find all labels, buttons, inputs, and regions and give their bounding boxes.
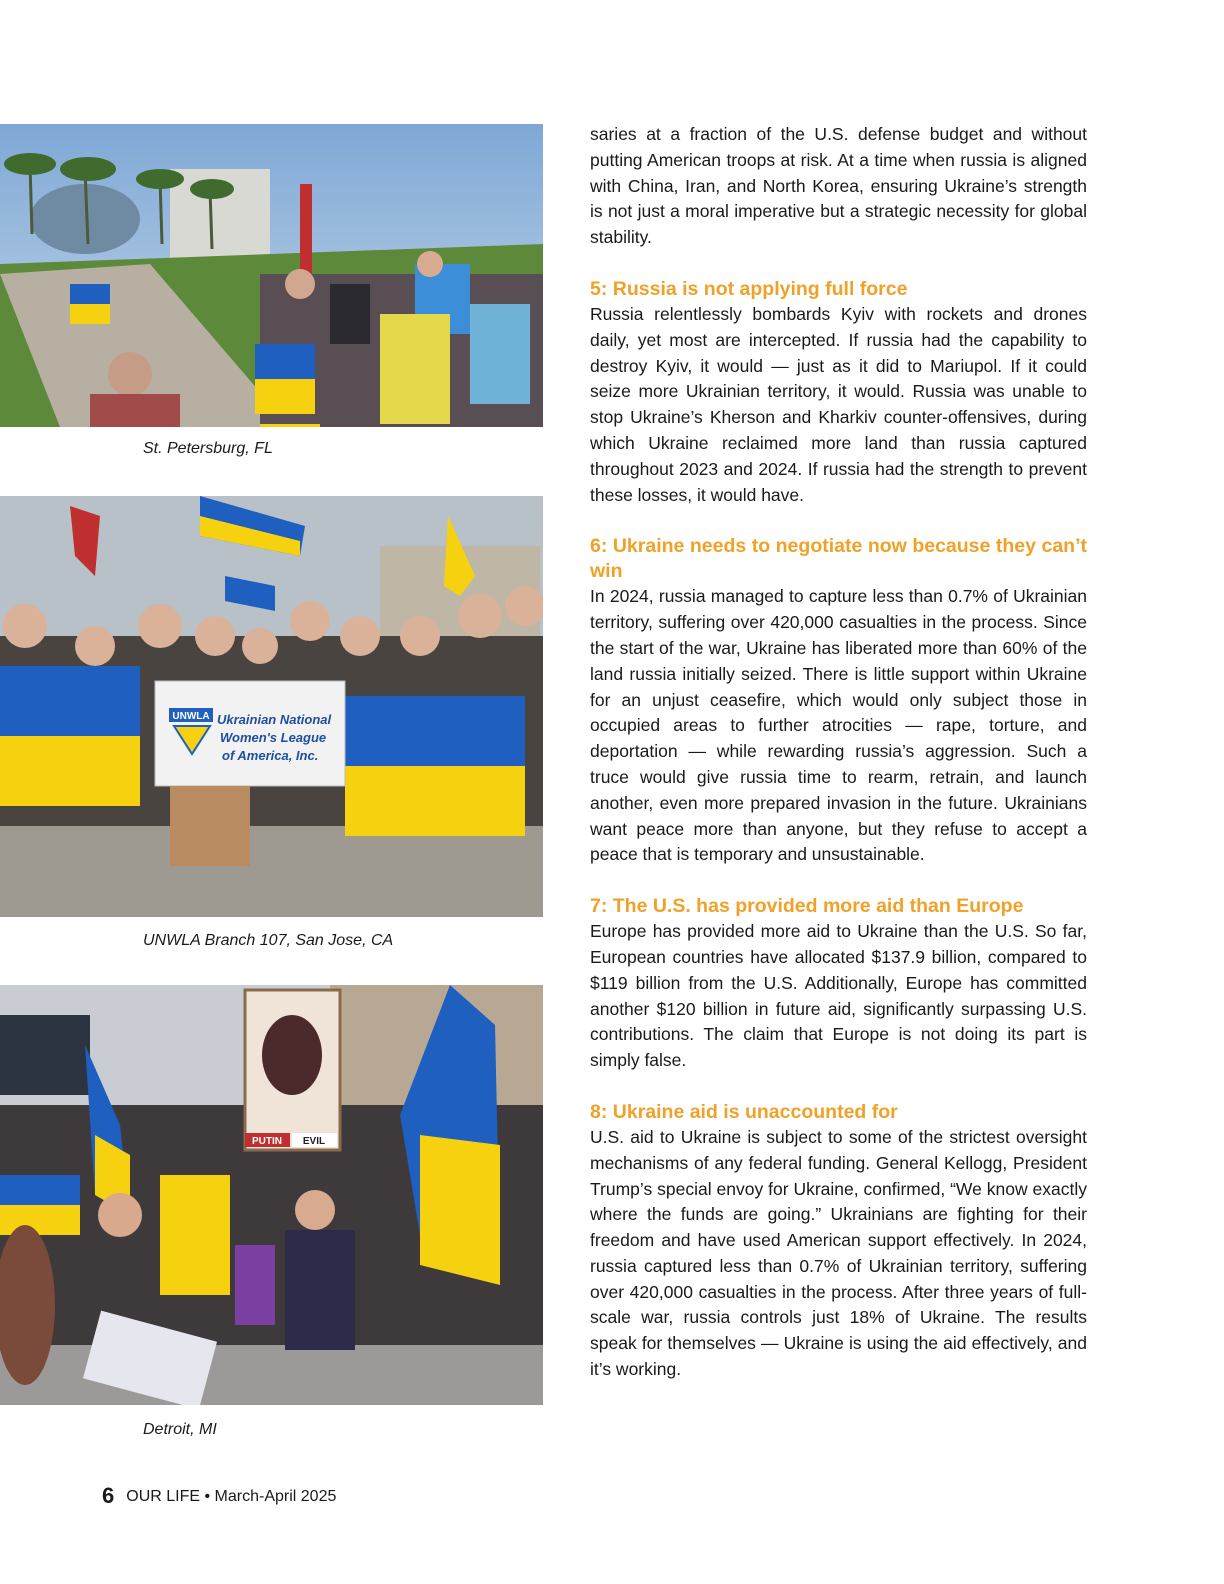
banner-line-3: of America, Inc.	[222, 748, 319, 763]
sign-right: EVIL	[302, 1136, 326, 1147]
sign-left: PUTIN	[252, 1136, 282, 1147]
page-number: 6	[102, 1483, 115, 1508]
article-column	[590, 122, 1087, 1383]
section-body: In 2024, russia managed to capture less than 0.7% of Ukrainian territory, suffering over 420,000 casualties in the process. Since the start of the war, Ukraine has liberated more than 60% of the land russia initially seized. There is little support within Ukraine for an unjust ceasefire, which would only subject those in occupied areas to further atrocities — rape, torture, and deportation — while rewarding russia’s aggression. Such a truce would give russia time to rearm, retrain, and launch another, even more prepared invasion in the future. Ukrainians want peace more than anyone, but they refuse to accept a peace that is temporary and unsustainable.	[590, 586, 1087, 865]
photo-caption: St. Petersburg, FL	[143, 440, 273, 457]
section-body: Russia relentlessly bombards Kyiv with rockets and drones daily, yet most are intercepted. If russia had the capability to destroy Kyiv, it would — just as it did to Mariupol. If it could seize more Ukrainian territory, it would. Russia was unable to stop Ukraine’s Kherson and Kharkiv counter-offensives, during which Ukraine reclaimed more land than russia captured throughout 2023 and 2024. If russia had the strength to prevent these losses, it would have.	[590, 303, 1087, 505]
photo-caption: Detroit, MI	[143, 1421, 217, 1438]
section-heading: 6: Ukraine needs to negotiate now because they can’t win	[590, 535, 1087, 583]
photo-st-petersburg	[0, 124, 543, 427]
banner-line-1: Ukrainian National	[217, 712, 332, 727]
page-footer	[102, 1483, 336, 1509]
photo-san-jose	[0, 496, 543, 917]
banner-badge: UNWLA	[172, 711, 210, 722]
section-body: Europe has provided more aid to Ukraine than the U.S. So far, European countries have allocated $137.9 billion, compared to $119 billion from the U.S. Additionally, Europe has committed another $120 billion in future aid, significantly surpassing U.S. contributions. The claim that Europe is not doing its part is simply false.	[590, 921, 1087, 1071]
section-heading: 5: Russia is not applying full force	[590, 277, 908, 300]
section-body: U.S. aid to Ukraine is subject to some of the strictest oversight mechanisms of any federal funding. General Kellogg, President Trump’s special envoy for Ukraine, confirmed, “We know exactly where the funds are going.” Ukrainians are fighting for their freedom and have used American support effectively. In 2024, russia captured less than 0.7% of Ukrainian territory, suffering over 420,000 casualties in the process. After three years of full-scale war, russia controls just 18% of Ukraine. The results speak for themselves — Ukraine is using the aid effectively, and it’s working.	[590, 1126, 1087, 1380]
photo-detroit	[0, 985, 543, 1405]
section-heading: 7: The U.S. has provided more aid than Europe	[590, 895, 1024, 918]
publication-line: OUR LIFE • March-April 2025	[126, 1488, 337, 1505]
section-heading: 8: Ukraine aid is unaccounted for	[590, 1100, 898, 1123]
banner-line-2: Women's League	[220, 730, 327, 745]
article-intro: saries at a fraction of the U.S. defense budget and without putting American troops at risk. At a time when russia is aligned with China, Iran, and North Korea, ensuring Ukraine’s strength is not just a moral imperative but a strategic necessity for global stability.	[590, 124, 1087, 248]
photo-caption: UNWLA Branch 107, San Jose, CA	[143, 932, 394, 949]
